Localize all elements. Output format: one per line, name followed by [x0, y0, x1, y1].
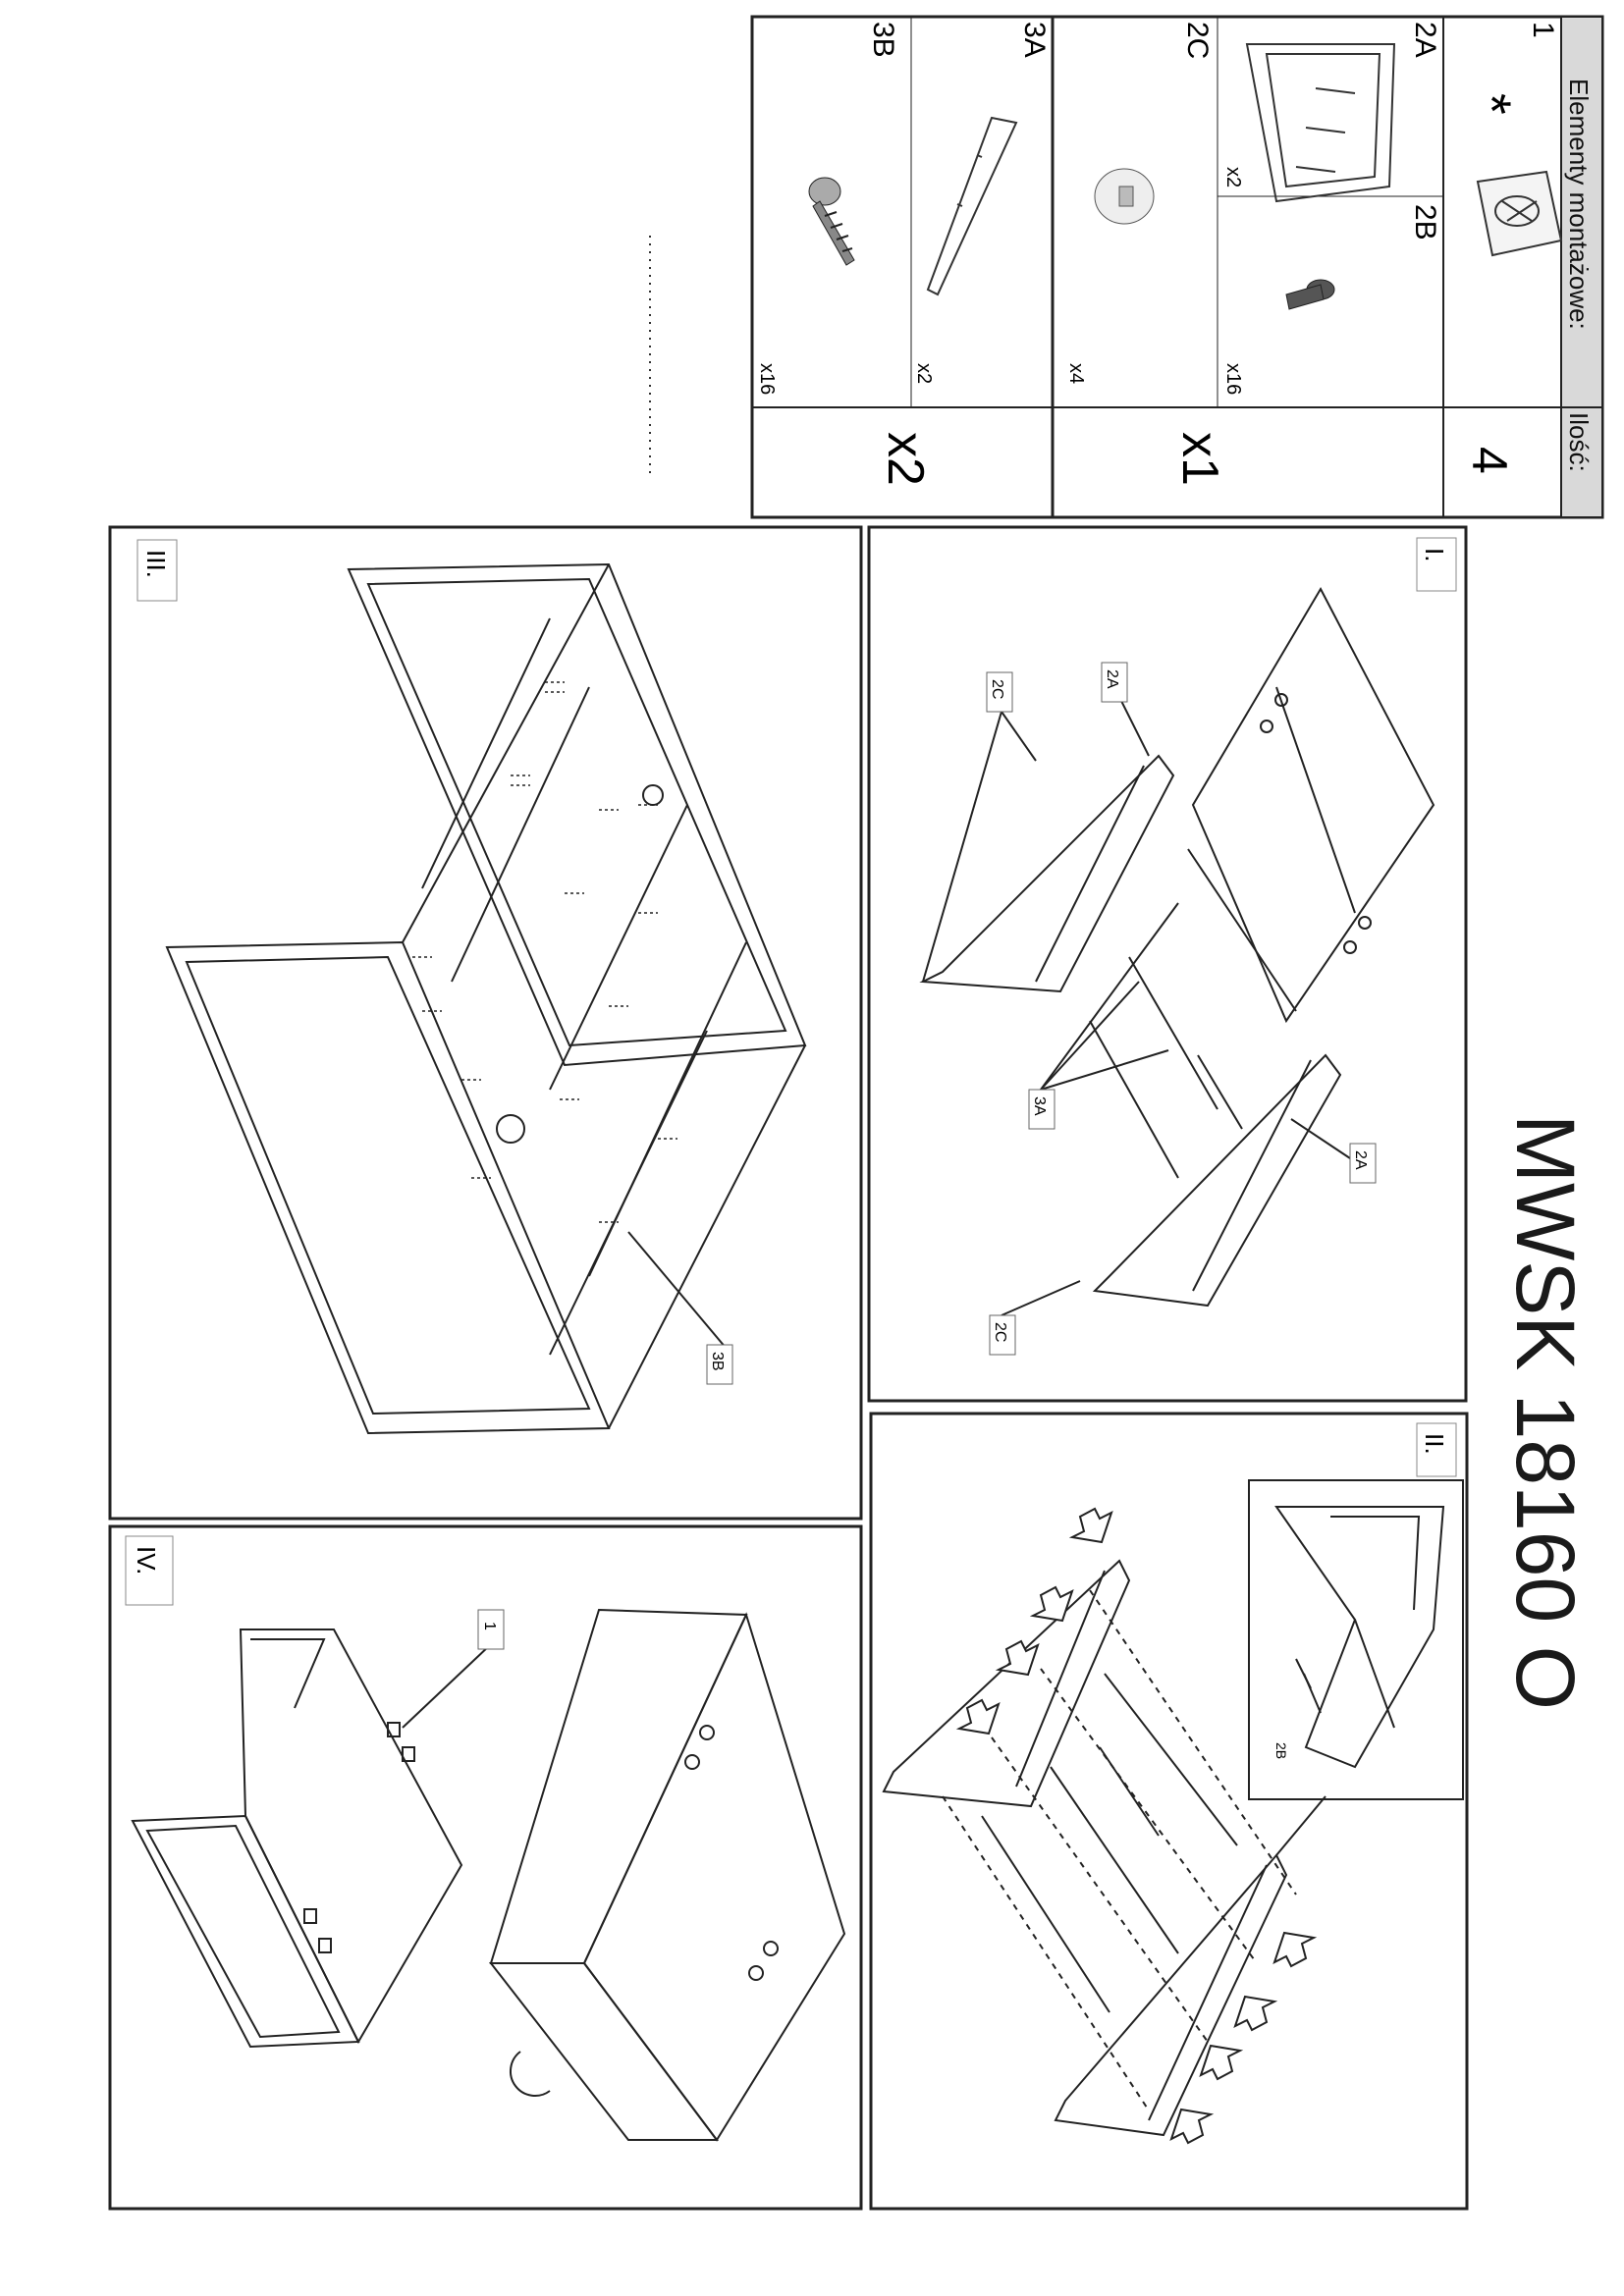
callout-3B: 3B [709, 1352, 726, 1371]
callout-3A: 3A [1031, 1096, 1048, 1116]
part-count-3A: x2 [913, 363, 935, 385]
part-symbol-1: * [1461, 93, 1523, 115]
part-3B-icon [809, 178, 854, 265]
product-title: MWSK 18160 O [1499, 1114, 1592, 1710]
part-id-3B: 3B [867, 22, 899, 58]
step-2-label: II. [1420, 1433, 1449, 1455]
part-count-3B: x16 [756, 363, 778, 396]
part-id-2A: 2A [1409, 22, 1441, 58]
parts-header-elements: Elementy montażowe: [1564, 79, 1594, 330]
callout-2C-bottom: 2C [992, 1322, 1008, 1343]
part-2B-icon [1286, 280, 1334, 309]
step-2-diagram [884, 1480, 1463, 2143]
parts-header-qty: Ilość: [1564, 412, 1594, 472]
callout-2A-top: 2A [1104, 669, 1120, 689]
step-1-label: I. [1420, 548, 1449, 562]
step-3-diagram [167, 564, 805, 1433]
part-1-icon [1478, 172, 1561, 255]
group-qty-3: x2 [877, 432, 934, 486]
part-count-2C: x4 [1065, 363, 1087, 385]
step-3-label: III. [141, 550, 171, 578]
callout-2A-bottom: 2A [1352, 1150, 1369, 1170]
part-2A-icon [1247, 44, 1394, 201]
callout-1: 1 [481, 1622, 498, 1630]
part-count-2B: x16 [1222, 363, 1244, 396]
callout-2B: 2B [1273, 1742, 1289, 1760]
part-qty-1: 4 [1462, 447, 1517, 474]
group-qty-2: x1 [1171, 432, 1228, 486]
part-id-1: 1 [1527, 22, 1559, 38]
part-2C-icon [1095, 169, 1154, 224]
part-id-2B: 2B [1409, 204, 1441, 240]
part-id-2C: 2C [1181, 22, 1214, 60]
callout-2C-top: 2C [989, 679, 1005, 700]
part-count-2A: x2 [1222, 167, 1244, 188]
part-id-3A: 3A [1018, 22, 1051, 58]
step-4-label: IV. [132, 1546, 161, 1575]
step-4-diagram [133, 1610, 844, 2140]
part-3A-icon [928, 118, 1016, 294]
